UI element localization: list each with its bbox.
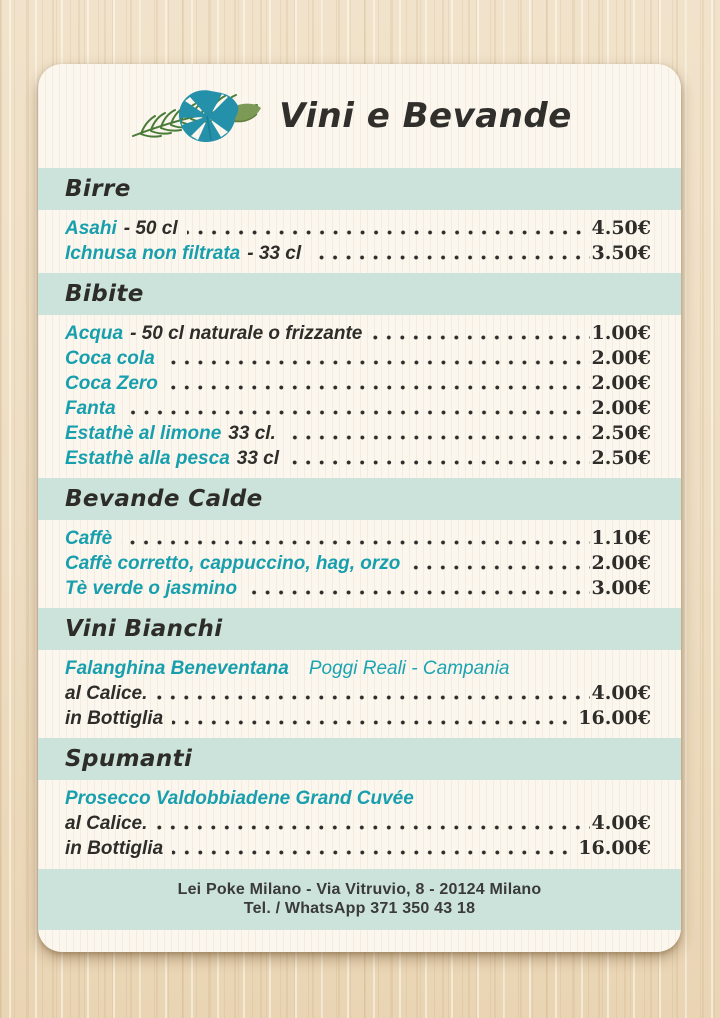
menu-item-row — [65, 811, 651, 836]
dot-leader — [167, 385, 590, 390]
menu-item-row — [65, 216, 651, 241]
dot-leader — [246, 590, 589, 595]
wine-heading — [65, 656, 651, 681]
item-price: 2.50€ — [591, 422, 651, 444]
item-price: 4.00€ — [591, 682, 651, 704]
menu-section — [38, 168, 681, 273]
section-items — [38, 210, 681, 273]
item-name: Coca Zero — [65, 373, 158, 394]
menu-section — [38, 478, 681, 608]
menu-section — [38, 738, 681, 868]
sections — [38, 168, 681, 868]
item-detail: 33 cl. — [228, 423, 276, 444]
footer-phone: Tel. / WhatsApp 371 350 43 18 — [243, 900, 476, 917]
menu-header — [38, 64, 671, 168]
item-name: Asahi — [65, 218, 117, 239]
menu-section — [38, 273, 681, 478]
dot-leader — [409, 565, 589, 570]
item-price: 2.50€ — [591, 447, 651, 469]
section-items — [38, 780, 681, 868]
menu-item-row — [65, 551, 651, 576]
section-title: Spumanti — [65, 746, 193, 772]
section-header-band — [38, 168, 681, 210]
menu-item-row — [65, 576, 651, 601]
dot-leader — [156, 825, 589, 830]
item-price: 2.00€ — [591, 372, 651, 394]
menu-item-row — [65, 681, 651, 706]
section-items — [38, 520, 681, 608]
item-price: 16.00€ — [578, 837, 651, 859]
item-name: Caffè — [65, 528, 113, 549]
item-name: Acqua — [65, 323, 124, 344]
dot-leader — [156, 695, 589, 700]
item-detail: 33 cl — [236, 448, 280, 469]
tropical-leaves-icon — [127, 84, 267, 148]
menu-item-row — [65, 706, 651, 731]
item-name: Coca cola — [65, 348, 155, 369]
dot-leader — [121, 540, 589, 545]
menu-item-row — [65, 526, 651, 551]
section-items — [38, 650, 681, 738]
dot-leader — [172, 720, 576, 725]
item-detail: - 33 cl — [247, 243, 302, 264]
item-name: Estathè alla pesca — [65, 448, 230, 469]
item-name: Caffè corretto, cappuccino, hag, orzo — [65, 553, 401, 574]
item-name: Tè verde o jasmino — [65, 578, 238, 599]
dot-leader — [187, 230, 590, 235]
section-title: Birre — [65, 176, 131, 202]
wine-origin: Poggi Reali - Campania — [308, 658, 510, 679]
item-price: 2.00€ — [591, 347, 651, 369]
footer-address: Lei Poke Milano - Via Vitruvio, 8 - 20124 Milano — [177, 881, 542, 898]
menu-item-row — [65, 446, 651, 471]
menu-title: Vini e Bevande — [279, 96, 572, 136]
item-detail: - 50 cl naturale o frizzante — [130, 323, 363, 344]
section-title: Bibite — [65, 281, 144, 307]
menu-section — [38, 608, 681, 738]
item-price: 2.00€ — [591, 397, 651, 419]
dot-leader — [371, 335, 589, 340]
wine-name: Prosecco Valdobbiadene Grand Cuvée — [65, 788, 414, 809]
dot-leader — [288, 460, 589, 465]
item-price: 2.00€ — [591, 552, 651, 574]
item-name: Ichnusa non filtrata — [65, 243, 241, 264]
item-name: Estathè al limone — [65, 423, 222, 444]
item-price: 3.50€ — [591, 242, 651, 264]
item-price: 4.50€ — [591, 217, 651, 239]
item-name: Fanta — [65, 398, 116, 419]
dot-leader — [125, 410, 590, 415]
item-detail: in Bottiglia — [65, 708, 164, 729]
dot-leader — [285, 435, 590, 440]
menu-item-row — [65, 396, 651, 421]
menu-item-row — [65, 346, 651, 371]
section-items — [38, 315, 681, 478]
wine-name: Falanghina Beneventana — [65, 658, 289, 679]
menu-item-row — [65, 241, 651, 266]
menu-item-row — [65, 321, 651, 346]
section-header-band — [38, 608, 681, 650]
menu-item-row — [65, 836, 651, 861]
section-title: Bevande Calde — [65, 486, 263, 512]
menu-card — [38, 64, 681, 952]
menu-item-row — [65, 421, 651, 446]
item-price: 4.00€ — [591, 812, 651, 834]
dot-leader — [164, 360, 590, 365]
section-header-band — [38, 738, 681, 780]
item-detail: al Calice. — [65, 813, 148, 834]
item-price: 1.00€ — [591, 322, 651, 344]
menu-item-row — [65, 371, 651, 396]
section-header-band — [38, 273, 681, 315]
dot-leader — [172, 850, 576, 855]
footer — [38, 869, 681, 930]
section-header-band — [38, 478, 681, 520]
wine-heading — [65, 786, 651, 811]
item-detail: in Bottiglia — [65, 838, 164, 859]
section-title: Vini Bianchi — [65, 616, 223, 642]
dot-leader — [310, 255, 589, 260]
item-price: 1.10€ — [591, 527, 651, 549]
item-price: 3.00€ — [591, 577, 651, 599]
item-detail: al Calice. — [65, 683, 148, 704]
item-price: 16.00€ — [578, 707, 651, 729]
item-detail: - 50 cl — [123, 218, 178, 239]
